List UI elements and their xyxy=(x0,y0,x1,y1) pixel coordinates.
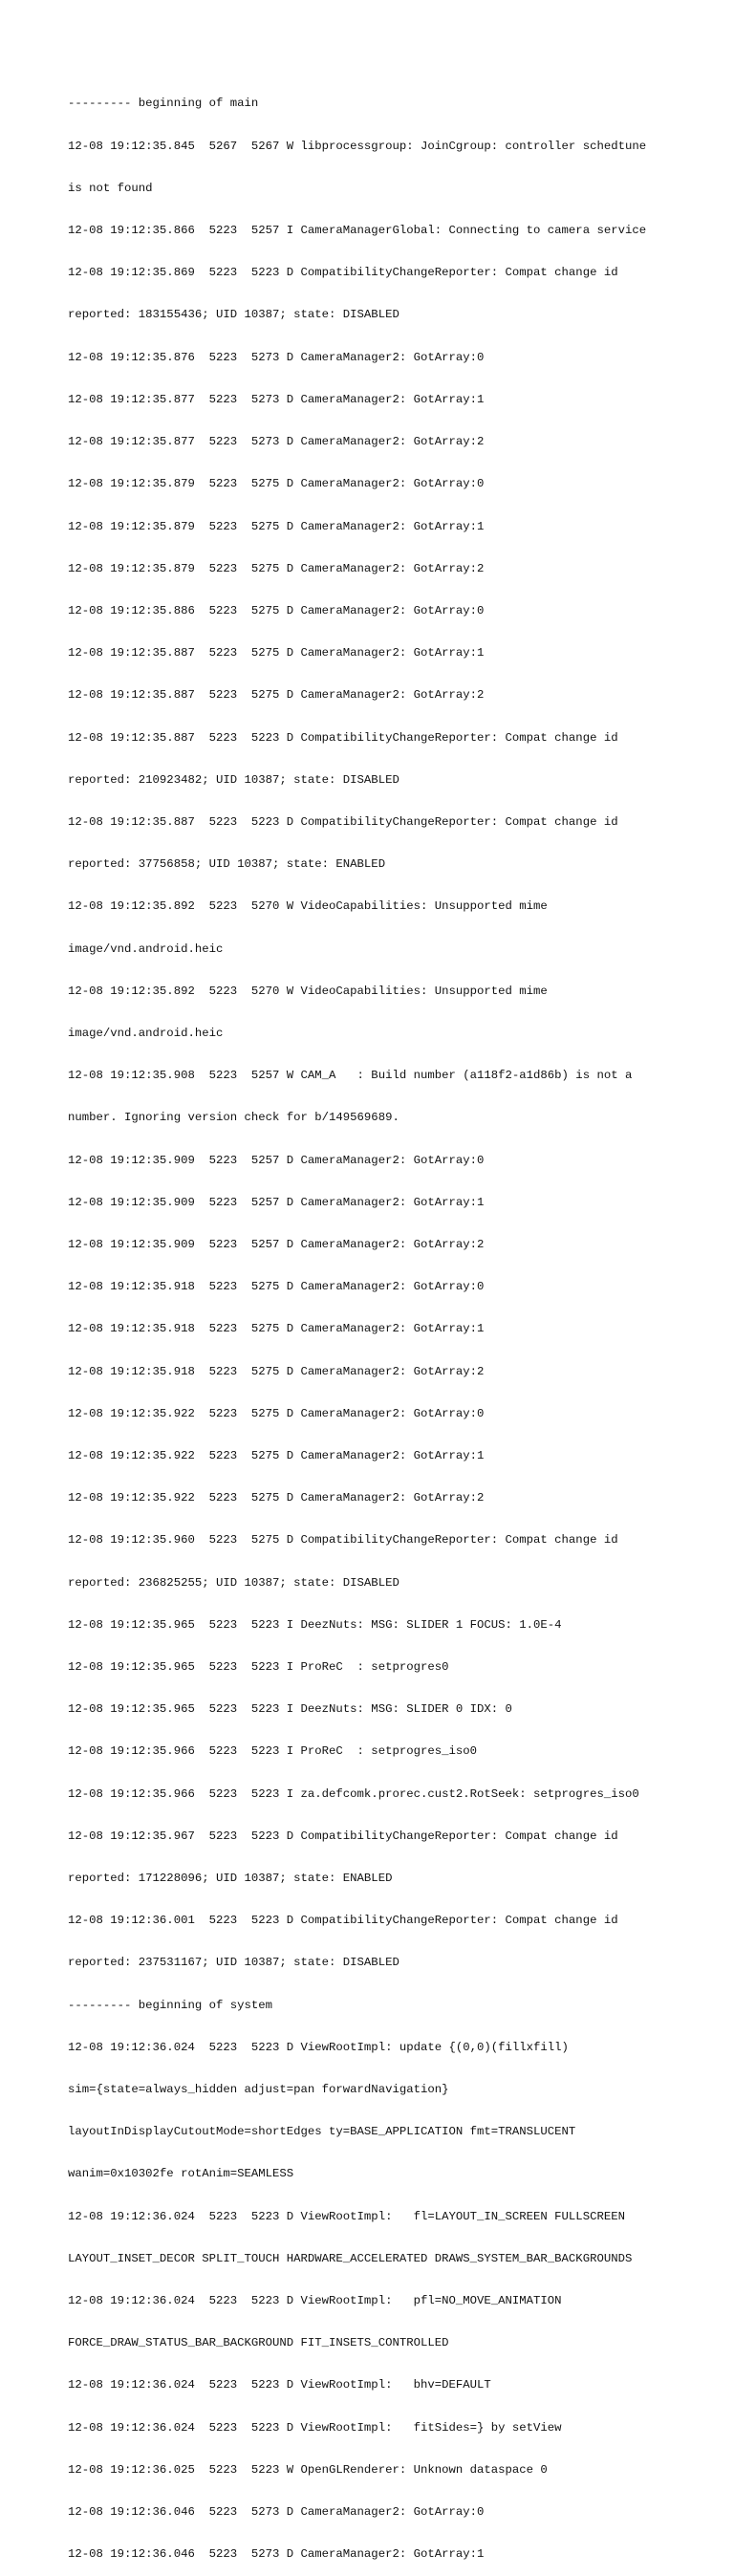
log-line: 12-08 19:12:35.908 5223 5257 W CAM_A : Build number (a118f2-a1d86b) is not a xyxy=(68,1069,633,1083)
log-line: reported: 37756858; UID 10387; state: ENABLED xyxy=(68,857,386,872)
log-line: 12-08 19:12:35.922 5223 5275 D CameraManager2: GotArray:1 xyxy=(68,1448,485,1462)
log-line: 12-08 19:12:35.887 5223 5223 D CompatibilityChangeReporter: Compat change id xyxy=(68,814,618,829)
log-line: 12-08 19:12:35.909 5223 5257 D CameraManager2: GotArray:1 xyxy=(68,1195,485,1209)
log-line: 12-08 19:12:36.024 5223 5223 D ViewRootImpl: pfl=NO_MOVE_ANIMATION xyxy=(68,2294,562,2308)
log-line: 12-08 19:12:35.879 5223 5275 D CameraManager2: GotArray:0 xyxy=(68,477,485,491)
log-line: 12-08 19:12:35.877 5223 5273 D CameraManager2: GotArray:1 xyxy=(68,392,485,406)
log-line: reported: 183155436; UID 10387; state: DISABLED xyxy=(68,308,399,322)
log-line: reported: 236825255; UID 10387; state: DISABLED xyxy=(68,1575,399,1590)
log-line: 12-08 19:12:36.024 5223 5223 D ViewRootImpl: fitSides=} by setView xyxy=(68,2420,562,2435)
log-line: number. Ignoring version check for b/149569689. xyxy=(68,1111,399,1125)
log-line: 12-08 19:12:35.966 5223 5223 I za.defcomk.prorec.cust2.RotSeek: setprogres_iso0 xyxy=(68,1786,639,1801)
log-line: 12-08 19:12:35.877 5223 5273 D CameraManager2: GotArray:2 xyxy=(68,435,485,449)
log-line: 12-08 19:12:35.965 5223 5223 I DeezNuts: MSG: SLIDER 0 IDX: 0 xyxy=(68,1702,512,1717)
log-line: --------- beginning of system xyxy=(68,1998,273,2012)
log-line: 12-08 19:12:35.879 5223 5275 D CameraManager2: GotArray:2 xyxy=(68,561,485,575)
log-line: 12-08 19:12:36.046 5223 5273 D CameraManager2: GotArray:0 xyxy=(68,2505,485,2520)
log-line: is not found xyxy=(68,181,153,195)
log-line: 12-08 19:12:35.887 5223 5223 D CompatibilityChangeReporter: Compat change id xyxy=(68,730,618,745)
log-line: 12-08 19:12:36.024 5223 5223 D ViewRootImpl: update {(0,0)(fillxfill) xyxy=(68,2040,569,2054)
log-line: LAYOUT_INSET_DECOR SPLIT_TOUCH HARDWARE_ACCELERATED DRAWS_SYSTEM_BAR_BACKGROUNDS xyxy=(68,2251,633,2265)
log-line: 12-08 19:12:35.965 5223 5223 I DeezNuts: MSG: SLIDER 1 FOCUS: 1.0E-4 xyxy=(68,1617,562,1632)
log-line: 12-08 19:12:35.967 5223 5223 D CompatibilityChangeReporter: Compat change id xyxy=(68,1829,618,1843)
log-line: 12-08 19:12:36.024 5223 5223 D ViewRootImpl: fl=LAYOUT_IN_SCREEN FULLSCREEN xyxy=(68,2209,625,2223)
log-line: 12-08 19:12:35.892 5223 5270 W VideoCapabilities: Unsupported mime xyxy=(68,984,548,998)
log-line: 12-08 19:12:35.966 5223 5223 I ProReC : setprogres_iso0 xyxy=(68,1744,478,1759)
log-line: wanim=0x10302fe rotAnim=SEAMLESS xyxy=(68,2167,294,2181)
log-line: 12-08 19:12:36.024 5223 5223 D ViewRootImpl: bhv=DEFAULT xyxy=(68,2378,491,2392)
log-line: layoutInDisplayCutoutMode=shortEdges ty=BASE_APPLICATION fmt=TRANSLUCENT xyxy=(68,2125,576,2139)
log-line: 12-08 19:12:36.025 5223 5223 W OpenGLRenderer: Unknown dataspace 0 xyxy=(68,2462,548,2477)
log-line: reported: 237531167; UID 10387; state: DISABLED xyxy=(68,1956,399,1970)
log-line: 12-08 19:12:36.046 5223 5273 D CameraManager2: GotArray:1 xyxy=(68,2547,485,2562)
log-line: 12-08 19:12:35.965 5223 5223 I ProReC : setprogres0 xyxy=(68,1659,449,1674)
log-line: 12-08 19:12:35.918 5223 5275 D CameraManager2: GotArray:0 xyxy=(68,1280,485,1294)
log-line: 12-08 19:12:35.879 5223 5275 D CameraManager2: GotArray:1 xyxy=(68,519,485,533)
log-line: 12-08 19:12:35.886 5223 5275 D CameraManager2: GotArray:0 xyxy=(68,603,485,617)
log-line: 12-08 19:12:35.869 5223 5223 D CompatibilityChangeReporter: Compat change id xyxy=(68,266,618,280)
log-line: 12-08 19:12:35.892 5223 5270 W VideoCapabilities: Unsupported mime xyxy=(68,899,548,914)
log-line: reported: 171228096; UID 10387; state: ENABLED xyxy=(68,1872,393,1885)
log-line: 12-08 19:12:35.922 5223 5275 D CameraManager2: GotArray:0 xyxy=(68,1406,485,1420)
log-line: 12-08 19:12:35.866 5223 5257 I CameraManagerGlobal: Connecting to camera service xyxy=(68,224,647,238)
log-line: FORCE_DRAW_STATUS_BAR_BACKGROUND FIT_INSETS_CONTROLLED xyxy=(68,2336,449,2350)
log-line: image/vnd.android.heic xyxy=(68,942,224,956)
log-line: 12-08 19:12:36.001 5223 5223 D CompatibilityChangeReporter: Compat change id xyxy=(68,1914,618,1928)
log-line: 12-08 19:12:35.909 5223 5257 D CameraManager2: GotArray:0 xyxy=(68,1153,485,1167)
log-line: 12-08 19:12:35.918 5223 5275 D CameraManager2: GotArray:2 xyxy=(68,1364,485,1378)
log-line: 12-08 19:12:35.876 5223 5273 D CameraManager2: GotArray:0 xyxy=(68,350,485,364)
log-line: 12-08 19:12:35.909 5223 5257 D CameraManager2: GotArray:2 xyxy=(68,1237,485,1251)
log-line: 12-08 19:12:35.918 5223 5275 D CameraManager2: GotArray:1 xyxy=(68,1322,485,1336)
log-line: reported: 210923482; UID 10387; state: DISABLED xyxy=(68,772,399,787)
log-line: image/vnd.android.heic xyxy=(68,1026,224,1040)
log-line: --------- beginning of main xyxy=(68,97,259,111)
log-line: 12-08 19:12:35.845 5267 5267 W libprocessgroup: JoinCgroup: controller schedtune xyxy=(68,139,647,153)
log-line: 12-08 19:12:35.960 5223 5275 D CompatibilityChangeReporter: Compat change id xyxy=(68,1533,618,1548)
log-line: 12-08 19:12:35.887 5223 5275 D CameraManager2: GotArray:1 xyxy=(68,646,485,660)
log-line: 12-08 19:12:35.887 5223 5275 D CameraManager2: GotArray:2 xyxy=(68,688,485,703)
log-line: sim={state=always_hidden adjust=pan forwardNavigation} xyxy=(68,2083,449,2097)
log-output xyxy=(68,69,680,2576)
log-line: 12-08 19:12:35.922 5223 5275 D CameraManager2: GotArray:2 xyxy=(68,1491,485,1505)
